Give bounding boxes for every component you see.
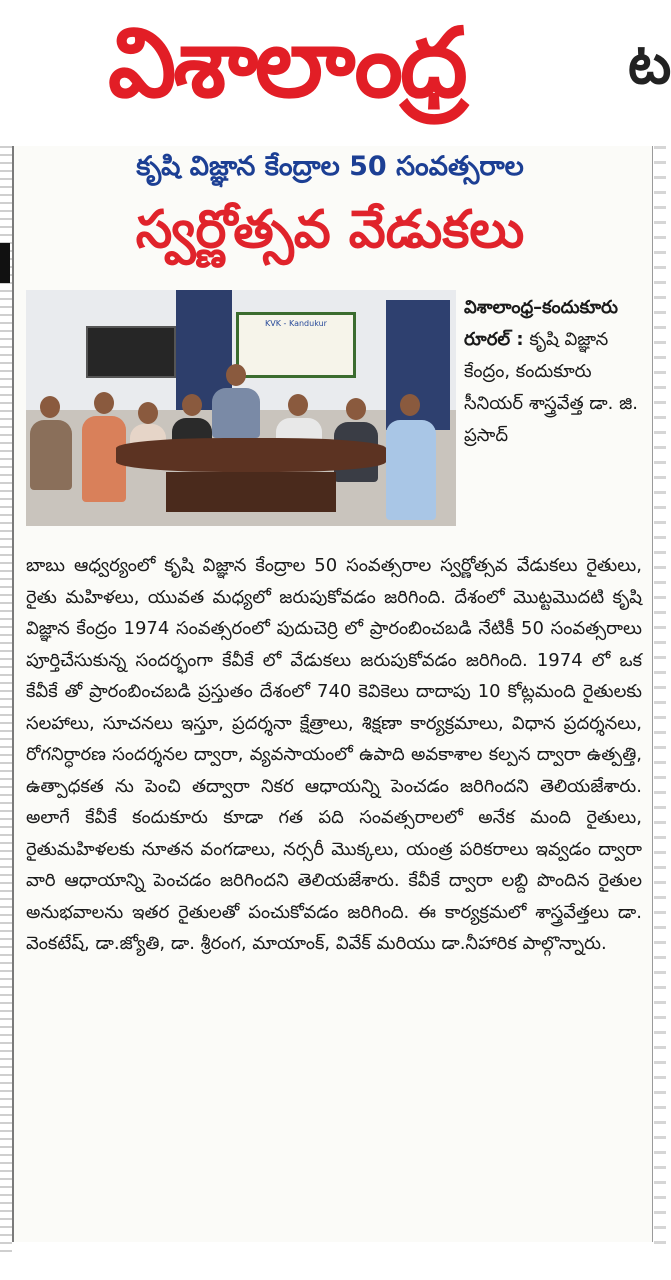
photo-person-head bbox=[226, 364, 246, 386]
adjacent-column-right bbox=[654, 146, 666, 1256]
article-headline: స్వర్ణోత్సవ వేడుకలు bbox=[135, 200, 525, 260]
photo-television bbox=[86, 326, 176, 378]
photo-table bbox=[116, 438, 386, 472]
adjacent-column-left-mark bbox=[0, 243, 10, 283]
photo-person-head bbox=[400, 394, 420, 416]
photo-banner: KVK - Kandukur bbox=[236, 312, 356, 378]
photo-person bbox=[30, 420, 72, 490]
photo-person-head bbox=[182, 394, 202, 416]
photo-person-head bbox=[288, 394, 308, 416]
photo-person-head bbox=[138, 402, 158, 424]
photo-table-base bbox=[166, 472, 336, 512]
article-body: బాబు ఆధ్వర్యంలో కృషి విజ్ఞాన కేంద్రాల 50 సంవత్సరాల స్వర్ణోత్సవ వేడుకలు రైతులు, రైతు మహిళలు, యువత మధ్యలో జరుపుకోవడం జరిగింది. దేశంలో మొట్టమొదటి కృషి విజ్ఞాన కేంద్రం 1974 సంవత్సరంలో పుదుచెర్రి లో ప్రారంబించబడి నేటికీ 50 సంవత్సరాలు పూర్తిచేసుకున్న సందర్భంగా కేవీకే లో వేడుకలు జరుపుకోవడం జరిగింది. 1974 లో ఒక కేవీకే తో ప్రారంబించబడి ప్రస్తుతం దేశంలో 740 కెవికెలు దాదాపు 10 కోట్లమంది రైతులకు సలహాలు, సూచనలు ఇస్తూ, ప్రదర్శనా క్షేత్రాలు, శిక్షణా కార్యక్రమాలు, విధాన ప్రదర్శనలు, రోగనిర్ధారణ సందర్శనల ద్వారా, వ్యవసాయంలో ఉపాది అవకాశాల కల్పన ద్వారా ఉత్పత్తి, ఉత్పాధకత ను పెంచి తద్వారా నికర ఆధాయన్ని పెంచడం జరిగిందని తెలియజేశారు. అలాగే కేవీకే కందుకూరు కూడా గత పది సంవత్సరాలలో అనేక మంది రైతులు, రైతుమహిళలకు నూతన వంగడాలు, నర్సరీ మొక్కలు, యంత్ర పరికరాలు ఇవ్వడం ద్వారా వారి ఆధాయాన్ని పెంచడం జరిగిందని తెలియజేశారు. కేవీకే ద్వారా లబ్ది పొందిన రైతుల అనుభవాలను ఇతర రైతులతో పంచుకోవడం జరిగింది. ఈ కార్యక్రమలో శాస్త్రవేత్తలు డా. వెంకటేష్, డా.జ్యోతి, డా. శ్రీరంగ, మాయాంక్, వివేక్ మరియు డా.నీహారిక పాల్గొన్నారు. bbox=[26, 555, 642, 954]
photo-person-speaking bbox=[212, 388, 260, 438]
photo-person bbox=[386, 420, 436, 520]
newspaper-logo: విశాలాంధ్ర bbox=[108, 7, 465, 119]
article-photo bbox=[26, 290, 456, 526]
photo-person-head bbox=[346, 398, 366, 420]
newspaper-masthead bbox=[0, 0, 671, 128]
article-dateline: విశాలాంధ్ర–కందుకూరు రూరల్ : bbox=[464, 297, 618, 350]
photo-person-head bbox=[94, 392, 114, 414]
photo-person-head bbox=[40, 396, 60, 418]
article-kicker: కృషి విజ్ఞాన కేంద్రాల 50 సంవత్సరాల bbox=[136, 151, 524, 182]
article-lead: కృషి విజ్ఞాన కేంద్రం, కందుకూరు సీనియర్ శాస్త్రవేత్త డా. జి. ప్రసాద్ bbox=[464, 329, 638, 446]
article-byline bbox=[464, 292, 644, 452]
adjacent-column-left bbox=[0, 146, 12, 1256]
masthead-cropped-text: ట bbox=[628, 32, 671, 97]
